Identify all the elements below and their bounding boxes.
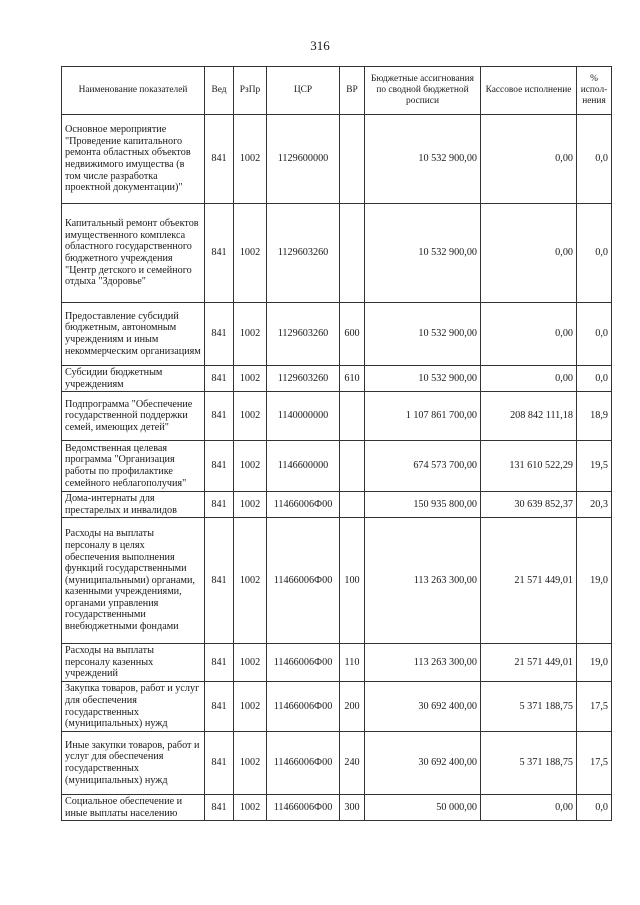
row-percent: 17,5 — [577, 682, 612, 732]
row-csr: 11466006Ф00 — [267, 644, 340, 682]
row-rzpr: 1002 — [234, 115, 267, 204]
header-budget: Бюджетные ассигнования по сводной бюджетной росписи — [365, 67, 481, 115]
row-rzpr: 1002 — [234, 392, 267, 441]
row-name: Предоставление субсидий бюджетным, автономным учреждениям и иным некоммерческим организациям — [62, 303, 205, 366]
row-rzpr: 1002 — [234, 795, 267, 821]
row-cash: 30 639 852,37 — [481, 492, 577, 518]
row-percent: 20,3 — [577, 492, 612, 518]
table-row — [62, 441, 612, 492]
table-header-row — [62, 67, 612, 115]
row-name: Расходы на выплаты персоналу в целях обеспечения выполнения функций государственными (муниципальными) органами, казенными учреждениями, органами управления государственными внебюджетными фондами — [62, 518, 205, 644]
row-rzpr: 1002 — [234, 732, 267, 795]
row-name: Ведомственная целевая программа "Организация работы по профилактике семейного неблагополучия" — [62, 441, 205, 492]
header-csr: ЦСР — [267, 67, 340, 115]
row-vr: 240 — [340, 732, 365, 795]
row-budget: 674 573 700,00 — [365, 441, 481, 492]
row-cash: 21 571 449,01 — [481, 518, 577, 644]
table-row — [62, 366, 612, 392]
row-budget: 30 692 400,00 — [365, 732, 481, 795]
row-cash: 0,00 — [481, 303, 577, 366]
row-rzpr: 1002 — [234, 303, 267, 366]
row-csr: 11466006Ф00 — [267, 518, 340, 644]
row-percent: 19,0 — [577, 518, 612, 644]
row-budget: 10 532 900,00 — [365, 204, 481, 303]
row-name: Закупка товаров, работ и услуг для обеспечения государственных (муниципальных) нужд — [62, 682, 205, 732]
row-csr: 1129603260 — [267, 366, 340, 392]
table-row — [62, 795, 612, 821]
row-budget: 30 692 400,00 — [365, 682, 481, 732]
row-percent: 0,0 — [577, 795, 612, 821]
table-row — [62, 492, 612, 518]
row-vr: 300 — [340, 795, 365, 821]
row-percent: 19,0 — [577, 644, 612, 682]
row-name: Социальное обеспечение и иные выплаты населению — [62, 795, 205, 821]
row-rzpr: 1002 — [234, 492, 267, 518]
header-ved: Вед — [205, 67, 234, 115]
row-cash: 5 371 188,75 — [481, 732, 577, 795]
row-ved: 841 — [205, 795, 234, 821]
row-vr — [340, 204, 365, 303]
row-cash: 21 571 449,01 — [481, 644, 577, 682]
row-name: Дома-интернаты для престарелых и инвалидов — [62, 492, 205, 518]
table-row — [62, 392, 612, 441]
row-csr: 11466006Ф00 — [267, 732, 340, 795]
row-percent: 0,0 — [577, 115, 612, 204]
table-row — [62, 518, 612, 644]
row-rzpr: 1002 — [234, 682, 267, 732]
table-row — [62, 204, 612, 303]
row-percent: 0,0 — [577, 303, 612, 366]
row-name: Субсидии бюджетным учреждениям — [62, 366, 205, 392]
row-vr: 200 — [340, 682, 365, 732]
row-budget: 113 263 300,00 — [365, 644, 481, 682]
row-cash: 131 610 522,29 — [481, 441, 577, 492]
row-csr: 11466006Ф00 — [267, 795, 340, 821]
row-budget: 50 000,00 — [365, 795, 481, 821]
row-budget: 10 532 900,00 — [365, 115, 481, 204]
row-percent: 19,5 — [577, 441, 612, 492]
row-vr: 100 — [340, 518, 365, 644]
row-ved: 841 — [205, 204, 234, 303]
row-rzpr: 1002 — [234, 441, 267, 492]
table-row — [62, 115, 612, 204]
header-name: Наименование показателей — [62, 67, 205, 115]
row-percent: 18,9 — [577, 392, 612, 441]
row-budget: 113 263 300,00 — [365, 518, 481, 644]
row-csr: 11466006Ф00 — [267, 492, 340, 518]
header-percent: % испол-нения — [577, 67, 612, 115]
row-name: Иные закупки товаров, работ и услуг для обеспечения государственных (муниципальных) нужд — [62, 732, 205, 795]
table-row — [62, 732, 612, 795]
table-row — [62, 303, 612, 366]
row-vr: 610 — [340, 366, 365, 392]
row-csr: 1129603260 — [267, 204, 340, 303]
row-vr — [340, 441, 365, 492]
row-percent: 0,0 — [577, 204, 612, 303]
table-row — [62, 682, 612, 732]
budget-table — [61, 66, 612, 821]
header-vr: ВР — [340, 67, 365, 115]
row-budget: 1 107 861 700,00 — [365, 392, 481, 441]
row-vr: 600 — [340, 303, 365, 366]
row-cash: 0,00 — [481, 204, 577, 303]
row-csr: 11466006Ф00 — [267, 682, 340, 732]
row-ved: 841 — [205, 518, 234, 644]
row-cash: 0,00 — [481, 795, 577, 821]
row-cash: 0,00 — [481, 366, 577, 392]
row-rzpr: 1002 — [234, 204, 267, 303]
row-name: Основное мероприятие "Проведение капитального ремонта областных объектов недвижимого имущества (в том числе разработка проектной документации)" — [62, 115, 205, 204]
row-csr: 1129603260 — [267, 303, 340, 366]
row-name: Подпрограмма "Обеспечение государственной поддержки семей, имеющих детей" — [62, 392, 205, 441]
row-ved: 841 — [205, 441, 234, 492]
row-vr — [340, 392, 365, 441]
row-name: Расходы на выплаты персоналу казенных учреждений — [62, 644, 205, 682]
row-vr — [340, 115, 365, 204]
table-row — [62, 644, 612, 682]
row-ved: 841 — [205, 115, 234, 204]
header-rzpr: РзПр — [234, 67, 267, 115]
row-ved: 841 — [205, 732, 234, 795]
row-vr: 110 — [340, 644, 365, 682]
row-budget: 10 532 900,00 — [365, 366, 481, 392]
row-percent: 17,5 — [577, 732, 612, 795]
row-vr — [340, 492, 365, 518]
row-name: Капитальный ремонт объектов имущественного комплекса областного государственного бюджетного учреждения "Центр детского и семейного отдыха "Здоровье" — [62, 204, 205, 303]
row-rzpr: 1002 — [234, 644, 267, 682]
row-ved: 841 — [205, 366, 234, 392]
row-ved: 841 — [205, 644, 234, 682]
row-cash: 5 371 188,75 — [481, 682, 577, 732]
row-ved: 841 — [205, 682, 234, 732]
row-budget: 150 935 800,00 — [365, 492, 481, 518]
row-ved: 841 — [205, 492, 234, 518]
row-cash: 208 842 111,18 — [481, 392, 577, 441]
page-number: 316 — [310, 38, 330, 53]
row-rzpr: 1002 — [234, 366, 267, 392]
row-rzpr: 1002 — [234, 518, 267, 644]
row-csr: 1140000000 — [267, 392, 340, 441]
row-percent: 0,0 — [577, 366, 612, 392]
row-budget: 10 532 900,00 — [365, 303, 481, 366]
row-ved: 841 — [205, 303, 234, 366]
row-ved: 841 — [205, 392, 234, 441]
row-cash: 0,00 — [481, 115, 577, 204]
row-csr: 1129600000 — [267, 115, 340, 204]
row-csr: 1146600000 — [267, 441, 340, 492]
header-cash: Кассовое исполнение — [481, 67, 577, 115]
